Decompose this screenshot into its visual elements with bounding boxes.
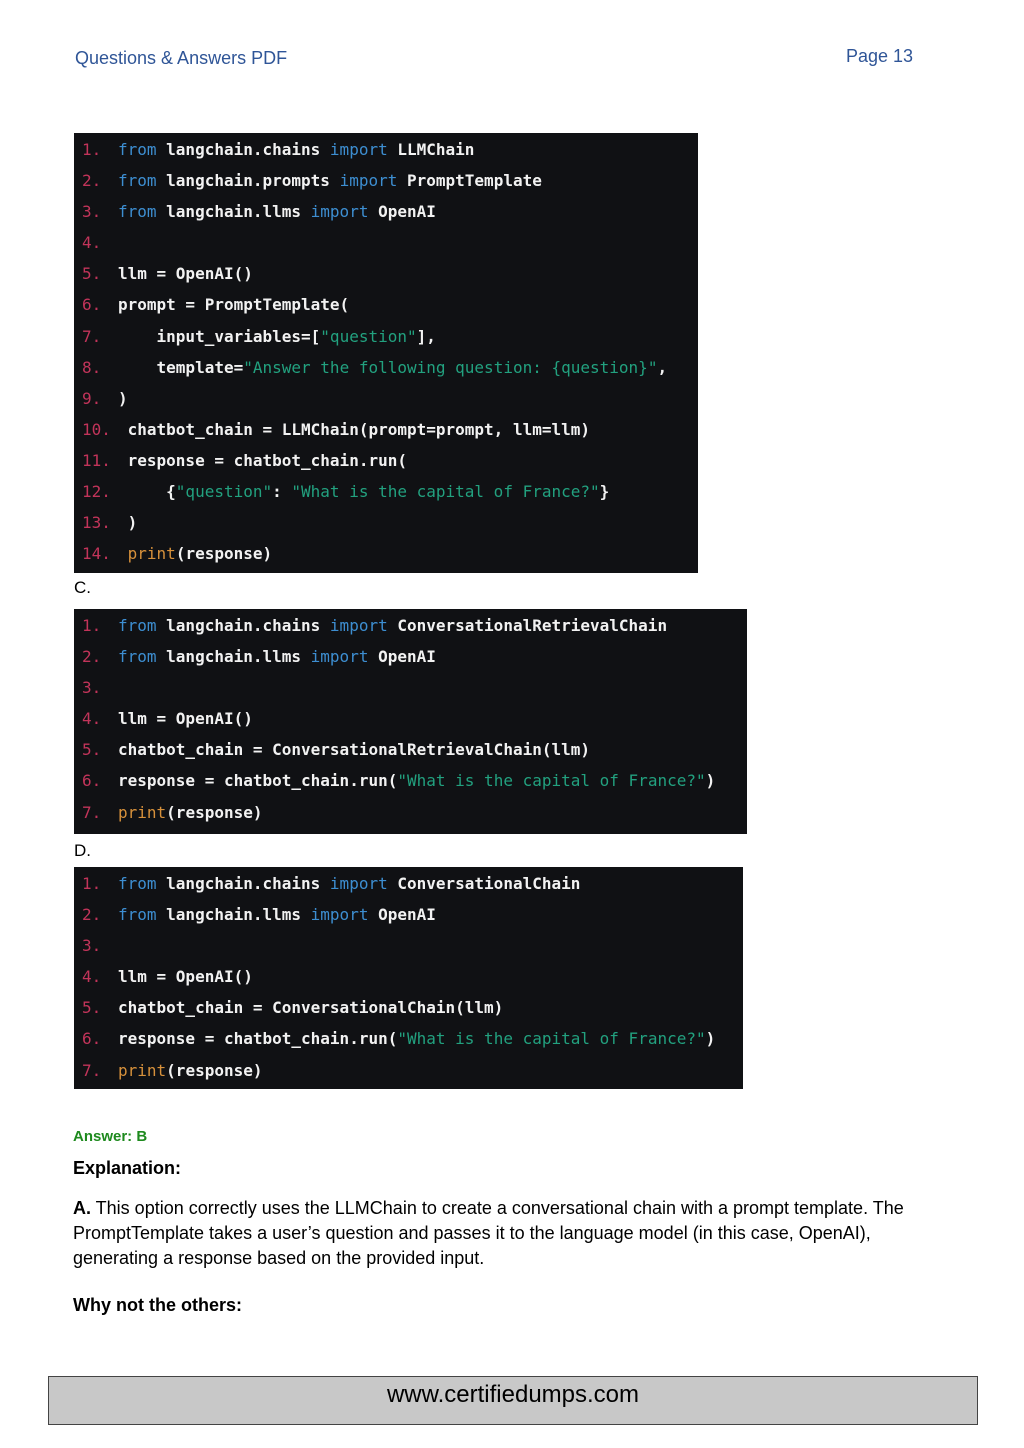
code-line bbox=[74, 196, 698, 227]
line-number: 3. bbox=[82, 202, 102, 222]
code-text: from langchain.prompts import PromptTemplate bbox=[118, 171, 542, 191]
line-number: 4. bbox=[82, 709, 102, 729]
code-text: from langchain.llms import OpenAI bbox=[118, 647, 436, 667]
code-line bbox=[74, 703, 747, 734]
line-number: 12. bbox=[82, 482, 111, 502]
line-number: 2. bbox=[82, 171, 102, 191]
code-text: llm = OpenAI() bbox=[118, 709, 253, 729]
code-text: print(response) bbox=[118, 1060, 263, 1080]
line-number: 6. bbox=[82, 1029, 102, 1049]
line-number: 5. bbox=[82, 740, 102, 760]
footer-url: www.certifiedumps.com bbox=[386, 1381, 640, 1408]
answer-label: Answer: B bbox=[73, 1128, 148, 1145]
code-text: chatbot_chain = ConversationalRetrievalChain(llm) bbox=[118, 740, 591, 760]
line-number: 7. bbox=[82, 802, 102, 822]
line-number: 11. bbox=[82, 450, 111, 470]
option-d-label: D. bbox=[74, 841, 91, 860]
line-number: 9. bbox=[82, 388, 102, 408]
code-text: ) bbox=[118, 513, 138, 533]
line-number: 5. bbox=[82, 998, 102, 1018]
code-line bbox=[74, 258, 698, 289]
code-block-option-d bbox=[74, 867, 743, 1089]
line-number: 2. bbox=[82, 905, 102, 925]
code-line bbox=[74, 641, 747, 672]
line-number: 4. bbox=[82, 233, 102, 253]
code-text: llm = OpenAI() bbox=[118, 967, 253, 987]
code-text: from langchain.llms import OpenAI bbox=[118, 202, 436, 222]
code-text: input_variables=["question"], bbox=[118, 326, 436, 346]
line-number: 3. bbox=[82, 936, 102, 956]
code-text: response = chatbot_chain.run( bbox=[118, 450, 407, 470]
code-text: llm = OpenAI() bbox=[118, 264, 253, 284]
code-line bbox=[74, 134, 698, 165]
code-line bbox=[74, 868, 743, 899]
line-number: 3. bbox=[82, 678, 102, 698]
line-number: 1. bbox=[82, 874, 102, 893]
line-number: 6. bbox=[82, 295, 102, 315]
code-text: from langchain.chains import ConversationalRetrievalChain bbox=[118, 616, 668, 635]
code-line bbox=[74, 992, 743, 1023]
code-text: chatbot_chain = LLMChain(prompt=prompt, llm=llm) bbox=[118, 419, 591, 439]
line-number: 4. bbox=[82, 967, 102, 987]
code-text: from langchain.chains import LLMChain bbox=[118, 140, 475, 159]
line-number: 1. bbox=[82, 616, 102, 635]
code-line bbox=[74, 930, 743, 961]
code-line bbox=[74, 610, 747, 641]
code-text: from langchain.llms import OpenAI bbox=[118, 905, 436, 925]
line-number: 6. bbox=[82, 771, 102, 791]
code-text: {"question": "What is the capital of France?"} bbox=[118, 482, 610, 502]
code-line bbox=[74, 227, 698, 258]
footer-bar bbox=[48, 1376, 978, 1425]
code-line bbox=[74, 165, 698, 196]
code-line bbox=[74, 538, 698, 569]
code-block-option-b bbox=[74, 133, 698, 573]
line-number: 10. bbox=[82, 419, 111, 439]
explanation-paragraph bbox=[73, 1196, 933, 1271]
line-number: 7. bbox=[82, 1060, 102, 1080]
code-line bbox=[74, 797, 747, 828]
code-line bbox=[74, 321, 698, 352]
code-line bbox=[74, 476, 698, 507]
code-line bbox=[74, 672, 747, 703]
option-c-label: C. bbox=[74, 578, 91, 597]
why-not-heading: Why not the others: bbox=[73, 1295, 242, 1315]
code-text: chatbot_chain = ConversationalChain(llm) bbox=[118, 998, 504, 1018]
code-text: print(response) bbox=[127, 544, 273, 564]
document-title: Questions & Answers PDF bbox=[75, 48, 288, 68]
explanation-option-letter: A. bbox=[73, 1198, 91, 1218]
code-line bbox=[74, 289, 698, 320]
code-line bbox=[74, 961, 743, 992]
code-line bbox=[74, 1023, 743, 1054]
code-line bbox=[74, 734, 747, 765]
code-line bbox=[74, 899, 743, 930]
code-line bbox=[74, 1055, 743, 1086]
line-number: 14. bbox=[82, 544, 111, 564]
line-number: 5. bbox=[82, 264, 102, 284]
explanation-text: This option correctly uses the LLMChain to create a conversational chain with a prompt template. The PromptTemplate takes a user’s question and passes it to the language model (in this case, OpenAI), generating a response based on the provided input. bbox=[73, 1198, 904, 1268]
code-text: print(response) bbox=[118, 802, 263, 822]
line-number: 13. bbox=[82, 513, 111, 533]
code-text: from langchain.chains import ConversationalChain bbox=[118, 874, 581, 893]
code-text: prompt = PromptTemplate( bbox=[118, 295, 350, 315]
code-text: response = chatbot_chain.run("What is the capital of France?") bbox=[118, 771, 716, 791]
code-text: response = chatbot_chain.run("What is the capital of France?") bbox=[118, 1029, 716, 1049]
code-line bbox=[74, 352, 698, 383]
line-number: 2. bbox=[82, 647, 102, 667]
code-line bbox=[74, 445, 698, 476]
code-line bbox=[74, 765, 747, 796]
code-line bbox=[74, 507, 698, 538]
code-block-option-c bbox=[74, 609, 747, 834]
line-number: 1. bbox=[82, 140, 102, 159]
explanation-heading: Explanation: bbox=[73, 1158, 182, 1178]
line-number: 8. bbox=[82, 357, 102, 377]
line-number: 7. bbox=[82, 326, 102, 346]
code-line bbox=[74, 383, 698, 414]
code-text: template="Answer the following question: {question}", bbox=[118, 357, 668, 377]
code-line bbox=[74, 414, 698, 445]
code-text: ) bbox=[118, 388, 128, 408]
page-number: Page 13 bbox=[846, 46, 914, 66]
